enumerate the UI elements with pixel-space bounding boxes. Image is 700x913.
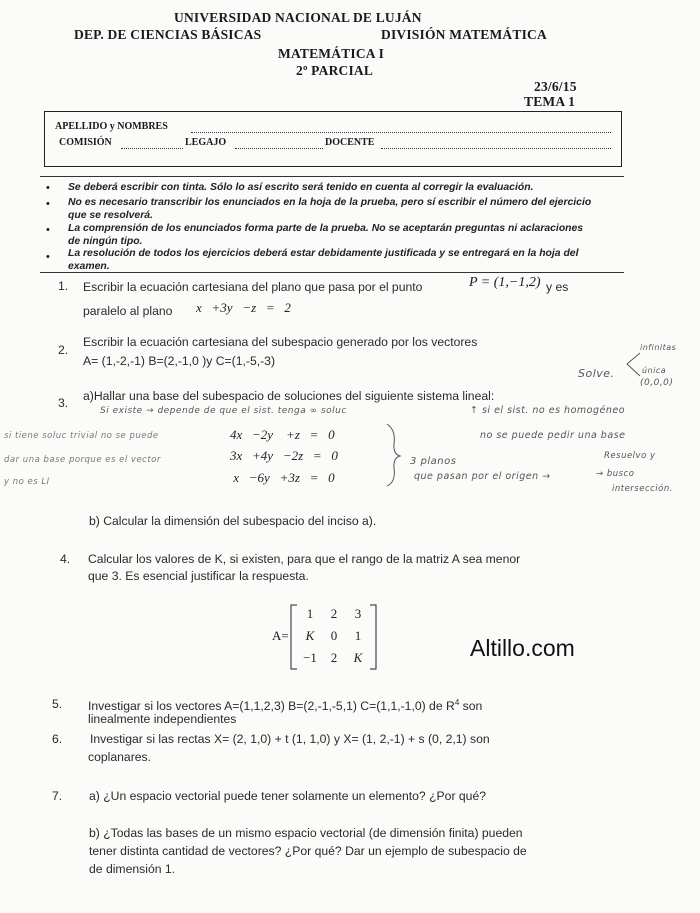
handwritten-unica: única [642,366,667,375]
q1-number: 1. [58,279,69,293]
q4-text-line2: que 3. Es esencial justificar la respuesta. [88,569,309,583]
handwritten-brace [624,350,644,380]
student-info-box [44,111,622,167]
q7-part-b-line2: tener distinta cantidad de vectores? ¿Por qué? Dar un ejemplo de subespacio de [89,844,527,858]
q1-tail: y es [546,280,569,294]
q2-text: Escribir la ecuación cartesiana del subespacio generado por los vectores [83,335,478,349]
matrix-cell: 3 [354,606,362,621]
matrix-cell: 0 [330,628,338,643]
instruction-3: La comprensión de los enunciados forma parte de la prueba. No se aceptarán preguntas ni aclaraciones de ningún tipo. [68,223,584,247]
bullet-icon: • [46,182,50,194]
handwritten-left-note-1: si tiene soluc trivial no se puede [4,431,159,441]
docente-field [381,148,611,149]
instructions-top-rule [40,176,624,177]
handwritten-infinitas: infinitas [640,343,677,352]
handwritten-origin: (0,0,0) [640,378,674,388]
handwritten-busco: → busco [596,469,635,479]
handwritten-tres-planos: 3 planos [410,456,457,467]
q5-superscript: 4 [454,698,460,707]
docente-label: DOCENTE [325,137,375,148]
course-title: MATEMÁTICA I [278,46,385,61]
handwritten-resuelvo: Resuelvo y [604,451,656,461]
q3-part-a: a)Hallar una base del subespacio de soluciones del siguiente sistema lineal: [83,389,495,403]
handwritten-solve: Solve. [578,367,615,380]
matrix-cell: 2 [330,606,338,621]
q5-text: Investigar si los vectores A=(1,1,2,3) B=(2,-1,-5,1) C=(1,1,-1,0) de $R^4$ son [88,698,483,714]
instruction-4: La resolución de todos los ejercicios deberá estar debidamente justificada y se entregará en la hoja del examen. [68,248,579,272]
q4-number: 4. [60,552,71,566]
handwritten-interseccion: intersección. [612,484,673,494]
q3-number: 3. [58,396,69,410]
matrix-cell: K [353,650,363,665]
q7-part-b-line3: de dimensión 1. [89,862,176,876]
exam-tema: TEMA 1 [524,94,576,109]
university-name: UNIVERSIDAD NACIONAL DE LUJÁN [174,10,422,25]
matrix-cell: −1 [303,650,317,665]
instructions-bottom-rule [40,272,624,273]
q2-number: 2. [58,343,69,357]
handwritten-left-note-2: dar una base porque es el vector [4,455,161,465]
q1-text: Escribir la ecuación cartesiana del plano que pasa por el punto [83,280,423,294]
exam-title: 2º PARCIAL [296,63,374,78]
q1-point: P = (1,−1,2) [469,275,541,290]
apellido-field [191,132,611,133]
handwritten-homogeneo: ↑ si el sist. no es homogéneo [470,405,626,416]
q3-part-b: b) Calcular la dimensión del subespacio del inciso a). [89,514,377,528]
q7-part-a: a) ¿Un espacio vectorial puede tener solamente un elemento? ¿Por qué? [89,789,487,803]
q7-number: 7. [52,789,63,803]
bullet-icon: • [46,224,50,236]
matrix-cell: K [305,628,315,643]
matrix-cell: 2 [330,650,338,665]
handwritten-si-existe: Si existe → depende de que el sist. tenga ∞ soluc [100,406,347,416]
q1-plane-equation: x +3y −z = 2 [196,300,291,315]
instruction-2: No es necesario transcribir los enunciados en la hoja de la prueba, pero sí escribir el número del ejercicio que se resolverá. [68,197,592,221]
department-name: DEP. DE CIENCIAS BÁSICAS [74,27,262,42]
exam-date: 23/6/15 [534,79,577,94]
bullet-icon: • [46,251,50,263]
handwritten-system-brace [384,422,404,488]
instruction-1: Se deberá escribir con tinta. Sólo lo así escrito será tenido en cuenta al corregir la evaluación. [68,182,534,193]
division-name: DIVISIÓN MATEMÁTICA [381,27,547,42]
legajo-field [235,148,323,149]
matrix-label: A= [272,628,289,643]
apellido-label: APELLIDO y NOMBRES [55,121,168,132]
q1-text-line2: paralelo al plano [83,304,173,318]
q5-number: 5. [52,697,63,711]
handwritten-pasan-origen: que pasan por el origen → [414,471,551,482]
comision-label: COMISIÓN [59,137,112,148]
q2-vectors: A= (1,-2,-1) B=(2,-1,0 )y C=(1,-5,-3) [83,354,276,368]
legajo-label: LEGAJO [185,137,227,148]
q3-equation-1: 4x −2y +z = 0 [230,427,335,442]
handwritten-no-pedir: no se puede pedir una base [480,430,626,441]
q6-text-line2: coplanares. [88,750,152,764]
q4-text: Calcular los valores de K, si existen, para que el rango de la matriz A sea menor [88,552,521,566]
bullet-icon: • [46,198,50,210]
handwritten-left-note-3: y no es LI [4,477,50,487]
comision-field [121,148,183,149]
q7-part-b-line1: b) ¿Todas las bases de un mismo espacio vectorial (de dimensión finita) pueden [89,826,523,840]
watermark-logo: Altillo.com [470,635,575,661]
q6-number: 6. [52,732,63,746]
q5-text-line2: linealmente independientes [88,712,237,726]
matrix-cell: 1 [354,628,362,643]
q6-text: Investigar si las rectas X= (2, 1,0) + t (1, 1,0) y X= (1, 2,-1) + s (0, 2,1) son [90,732,490,746]
matrix-cell: 1 [306,606,314,621]
q3-equation-2: 3x +4y −2z = 0 [230,448,338,463]
q3-equation-3: x −6y +3z = 0 [230,470,335,485]
